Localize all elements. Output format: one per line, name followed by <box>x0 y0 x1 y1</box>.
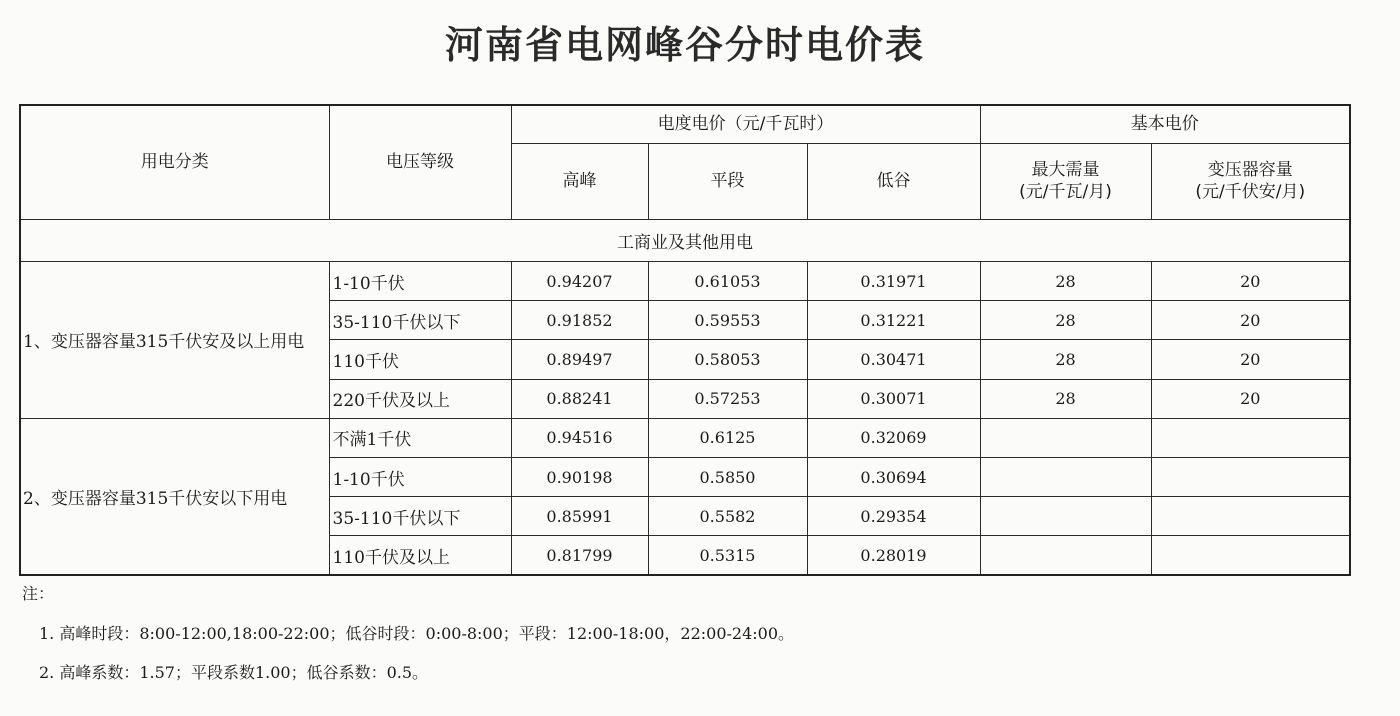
valley-price: 0.31221 <box>807 301 980 340</box>
voltage-cell: 110千伏 <box>329 340 511 379</box>
header-peak: 高峰 <box>511 143 648 219</box>
peak-price: 0.81799 <box>511 536 648 575</box>
header-max-demand-unit: (元/千瓦/月) <box>1019 182 1112 203</box>
flat-price: 0.59553 <box>648 301 807 340</box>
flat-price: 0.6125 <box>648 418 807 457</box>
max-demand-price: 28 <box>980 262 1151 301</box>
max-demand-price: 28 <box>980 340 1151 379</box>
transformer-price <box>1151 497 1350 536</box>
max-demand-price: 28 <box>980 301 1151 340</box>
transformer-price: 20 <box>1151 379 1350 418</box>
page-title: 河南省电网峰谷分时电价表 <box>444 23 925 67</box>
header-valley: 低谷 <box>807 143 980 219</box>
category-cell: 2、变压器容量315千伏安以下用电 <box>20 418 329 575</box>
header-basic-price: 基本电价 <box>980 105 1350 143</box>
max-demand-price <box>980 418 1151 457</box>
voltage-cell: 不满1千伏 <box>329 418 511 457</box>
category-cell: 1、变压器容量315千伏安及以上用电 <box>20 262 329 419</box>
header-energy-price: 电度电价（元/千瓦时） <box>511 105 980 143</box>
flat-price: 0.61053 <box>648 262 807 301</box>
peak-price: 0.90198 <box>511 457 648 496</box>
header-voltage: 电压等级 <box>329 105 511 219</box>
max-demand-price <box>980 536 1151 575</box>
note-item: 2. 高峰系数：1.57；平段系数1.00；低谷系数：0.5。 <box>39 663 429 682</box>
flat-price: 0.58053 <box>648 340 807 379</box>
table-row <box>20 418 1350 457</box>
peak-price: 0.88241 <box>511 379 648 418</box>
max-demand-price <box>980 457 1151 496</box>
flat-price: 0.5850 <box>648 457 807 496</box>
header-max-demand <box>980 143 1151 219</box>
note-item: 1. 高峰时段：8:00-12:00,18:00-22:00；低谷时段：0:00-8:00；平段：12:00-18:00，22:00-24:00。 <box>39 624 795 643</box>
header-transformer <box>1151 143 1350 219</box>
header-transformer-label: 变压器容量 <box>1207 160 1293 181</box>
header-max-demand-label: 最大需量 <box>1031 160 1100 181</box>
valley-price: 0.30071 <box>807 379 980 418</box>
peak-price: 0.89497 <box>511 340 648 379</box>
transformer-price: 20 <box>1151 340 1350 379</box>
flat-price: 0.5582 <box>648 497 807 536</box>
voltage-cell: 110千伏及以上 <box>329 536 511 575</box>
flat-price: 0.57253 <box>648 379 807 418</box>
notes-label: 注： <box>22 584 55 603</box>
valley-price: 0.30694 <box>807 457 980 496</box>
transformer-price: 20 <box>1151 301 1350 340</box>
transformer-price <box>1151 457 1350 496</box>
peak-price: 0.85991 <box>511 497 648 536</box>
voltage-cell: 1-10千伏 <box>329 262 511 301</box>
max-demand-price: 28 <box>980 379 1151 418</box>
valley-price: 0.30471 <box>807 340 980 379</box>
voltage-cell: 35-110千伏以下 <box>329 497 511 536</box>
peak-price: 0.94207 <box>511 262 648 301</box>
section-title: 工商业及其他用电 <box>20 219 1350 261</box>
valley-price: 0.28019 <box>807 536 980 575</box>
table-row <box>20 262 1350 301</box>
header-flat: 平段 <box>648 143 807 219</box>
valley-price: 0.29354 <box>807 497 980 536</box>
peak-price: 0.91852 <box>511 301 648 340</box>
header-category: 用电分类 <box>20 105 329 219</box>
header-transformer-unit: (元/千伏安/月) <box>1195 182 1306 203</box>
max-demand-price <box>980 497 1151 536</box>
voltage-cell: 220千伏及以上 <box>329 379 511 418</box>
voltage-cell: 35-110千伏以下 <box>329 301 511 340</box>
transformer-price: 20 <box>1151 262 1350 301</box>
valley-price: 0.31971 <box>807 262 980 301</box>
flat-price: 0.5315 <box>648 536 807 575</box>
transformer-price <box>1151 418 1350 457</box>
valley-price: 0.32069 <box>807 418 980 457</box>
transformer-price <box>1151 536 1350 575</box>
voltage-cell: 1-10千伏 <box>329 457 511 496</box>
price-table <box>19 104 1351 576</box>
peak-price: 0.94516 <box>511 418 648 457</box>
